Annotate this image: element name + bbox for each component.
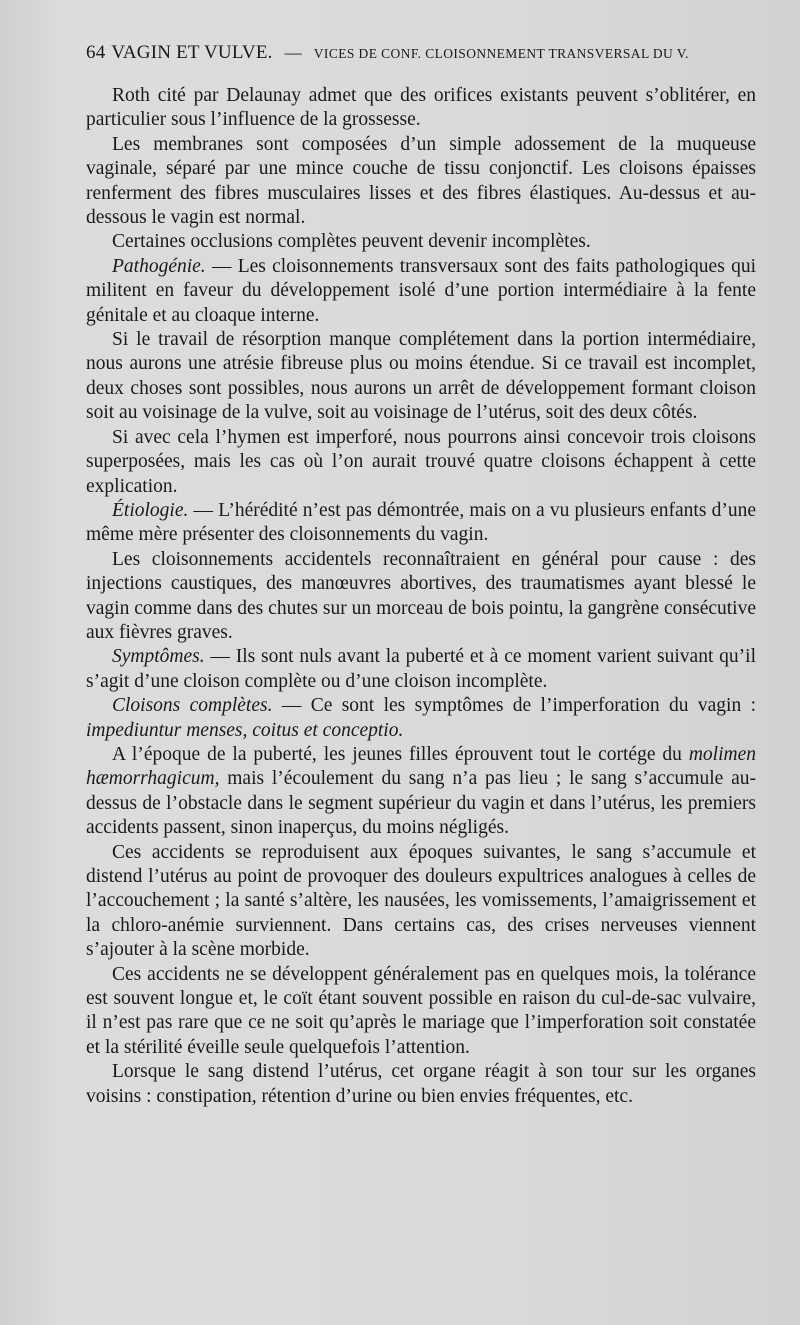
section-title: VICES DE CONF. CLOISONNEMENT TRANSVERSAL DU V. bbox=[313, 46, 689, 61]
paragraph-text: — Les cloisonnements transversaux sont des faits pathologiques qui militent en faveur du développement isolé d’une portion intermédiaire à la fente génitale et au cloaque interne. bbox=[86, 255, 756, 326]
header-dash: — bbox=[284, 43, 302, 62]
paragraph-text: — L’hérédité n’est pas démontrée, mais on a vu plusieurs enfants d’une même mère présenter des cloisonnements du vagin. bbox=[86, 499, 756, 546]
paragraph bbox=[86, 645, 756, 694]
heading-pathogenie: Pathogénie. bbox=[112, 255, 206, 277]
paragraph: Les cloisonnements accidentels reconnaîtraient en général pour cause : des injections caustiques, des manœuvres abortives, des traumatismes ayant blessé le vagin comme dans des chutes sur un morceau de bois pointu, la gangrène consécutive aux fièvres graves. bbox=[86, 548, 756, 643]
paragraph bbox=[86, 743, 756, 841]
paragraph-text: A l’époque de la puberté, les jeunes filles éprouvent tout le cortége du bbox=[112, 743, 689, 765]
paragraph: Si avec cela l’hymen est imperforé, nous pourrons ainsi concevoir trois cloisons superposées, mais les cas où l’on aurait trouvé quatre cloisons échappent à cette explication. bbox=[86, 426, 756, 497]
heading-cloisons-completes: Cloisons complètes. bbox=[112, 695, 273, 717]
latin-phrase: impediuntur menses, coitus et conceptio. bbox=[86, 719, 404, 741]
paragraph: Ces accidents ne se développent généralement pas en quelques mois, la tolérance est souvent longue et, le coït étant souvent possible en raison du cul-de-sac vulvaire, il n’est pas rare que ce ne soit qu’après le mariage que l’imperforation soit constatée et la stérilité éveille seule quelquefois l’attention. bbox=[86, 963, 756, 1058]
latin-phrase: molimen hæmorrhagicum, bbox=[86, 743, 756, 790]
page-body bbox=[86, 84, 756, 1109]
page-number: 64 bbox=[86, 42, 106, 63]
paragraph: Ces accidents se reproduisent aux époques suivantes, le sang s’accumule et distend l’utérus au point de provoquer des douleurs expultrices analogues à celles de l’accouchement ; la santé s’altère, les nausées, les vomissements, l’amaigrissement et la chloro-anémie surviennent. Dans certains cas, des crises nerveuses viennent s’ajouter à la scène morbide. bbox=[86, 841, 756, 961]
heading-symptomes: Symptômes. bbox=[112, 646, 205, 668]
paragraph-text: — Ils sont nuls avant la puberté et à ce moment varient suivant qu’il s’agit d’une cloison complète ou d’une cloison incomplète. bbox=[86, 646, 756, 692]
paragraph: Si le travail de résorption manque complétement dans la portion intermédiaire, nous aurons une atrésie fibreuse plus ou moins étendue. Si ce travail est incomplet, deux choses sont possibles, nous aurons un arrêt de développement formant cloison soit au voisinage de la vulve, soit au voisinage de l’utérus, soit des deux côtés. bbox=[86, 329, 756, 424]
running-header bbox=[86, 42, 746, 64]
paragraph-text: — Ce sont les symptômes de l’imperforation du vagin : bbox=[272, 695, 756, 717]
paragraph bbox=[86, 694, 756, 743]
paragraph bbox=[86, 255, 756, 328]
paragraph-text: mais l’écoulement du sang n’a pas lieu ; le sang s’accumule au-dessus de l’obstacle dans le segment supérieur du vagin et dans l’utérus, les premiers accidents passent, sinon inaperçus, du moins négligés. bbox=[86, 768, 756, 839]
paragraph bbox=[86, 499, 756, 548]
paragraph: Roth cité par Delaunay admet que des orifices existants peuvent s’oblitérer, en particulier sous l’influence de la grossesse. bbox=[86, 85, 756, 131]
paragraph: Certaines occlusions complètes peuvent devenir incomplètes. bbox=[112, 231, 591, 253]
paragraph: Les membranes sont composées d’un simple adossement de la muqueuse vaginale, séparé par une mince couche de tissu conjonctif. Les cloisons épaisses renferment des fibres musculaires lisses et des fibres élastiques. Au-dessus et au-dessous le vagin est normal. bbox=[86, 133, 756, 229]
paragraph: Lorsque le sang distend l’utérus, cet organe réagit à son tour sur les organes voisins : constipation, rétention d’urine ou bien envies fréquentes, etc. bbox=[86, 1061, 756, 1107]
heading-etiologie: Étiologie. bbox=[112, 499, 189, 521]
running-title: VAGIN ET VULVE. bbox=[111, 42, 273, 63]
